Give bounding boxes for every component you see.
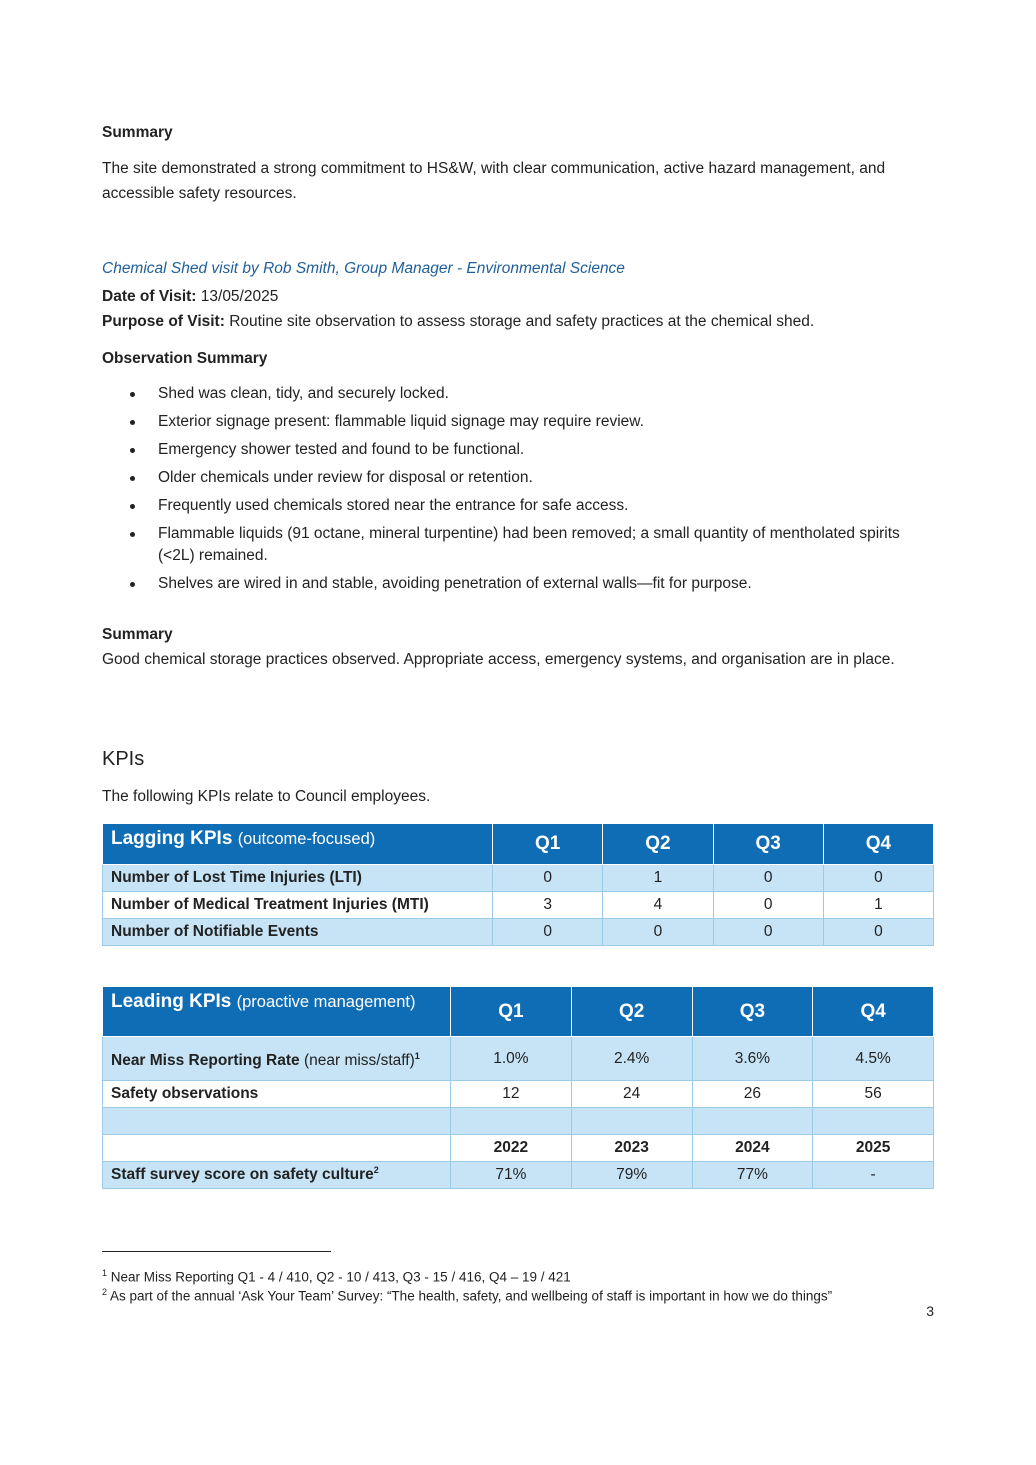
observation-item: Exterior signage present: flammable liquid signage may require review. <box>102 411 934 433</box>
quarter-header: Q3 <box>713 824 823 865</box>
table-cell: 0 <box>603 919 713 946</box>
visit-title: Chemical Shed visit by Rob Smith, Group Manager - Environmental Science <box>102 260 625 277</box>
lagging-title-note: (outcome-focused) <box>237 830 376 848</box>
table-cell: 0 <box>493 865 603 892</box>
table-cell <box>692 1108 813 1135</box>
page-number: 3 <box>926 1303 934 1319</box>
table-cell <box>103 1135 451 1162</box>
table-cell: 0 <box>823 865 933 892</box>
leading-kpi-table <box>102 986 934 1189</box>
leading-title <box>103 987 451 1037</box>
table-cell: 0 <box>713 919 823 946</box>
table-row <box>103 919 934 946</box>
table-cell: 0 <box>713 865 823 892</box>
footnote-text: As part of the annual ‘Ask Your Team’ Survey: “The health, safety, and wellbeing of staff is important in how we do things” <box>110 1288 833 1304</box>
footnote-ref: 2 <box>373 1165 379 1176</box>
kpi-heading: KPIs <box>102 748 145 770</box>
table-cell: 26 <box>692 1081 813 1108</box>
table-row <box>103 1081 934 1108</box>
lagging-title <box>103 824 493 865</box>
table-cell: 0 <box>823 919 933 946</box>
table-cell: 1 <box>603 865 713 892</box>
table-cell: 2.4% <box>571 1037 692 1081</box>
row-label: Number of Medical Treatment Injuries (MTI) <box>103 892 493 919</box>
table-cell: 0 <box>493 919 603 946</box>
footnote-text: Near Miss Reporting Q1 - 4 / 410, Q2 - 10 / 413, Q3 - 15 / 416, Q4 – 19 / 421 <box>110 1269 571 1285</box>
row-label: Safety observations <box>103 1081 451 1108</box>
quarter-header: Q1 <box>493 824 603 865</box>
quarter-header: Q3 <box>692 987 813 1037</box>
table-cell <box>571 1108 692 1135</box>
summary-heading: Summary <box>102 124 173 141</box>
table-cell: 4.5% <box>813 1037 934 1081</box>
near-miss-note: (near miss/staff) <box>303 1052 415 1070</box>
row-label <box>103 1037 451 1081</box>
year-header: 2022 <box>451 1135 572 1162</box>
summary-body: The site demonstrated a strong commitment to HS&W, with clear communication, active hazard management, and accessible safety resources. <box>102 160 886 202</box>
year-header-row <box>103 1135 934 1162</box>
table-cell: 71% <box>451 1162 572 1189</box>
table-cell: - <box>813 1162 934 1189</box>
footnote <box>102 1283 934 1306</box>
table-cell <box>451 1108 572 1135</box>
visit-summary-body: Good chemical storage practices observed. Appropriate access, emergency systems, and organisation are in place. <box>102 651 895 668</box>
visit-purpose-value: Routine site observation to assess storage and safety practices at the chemical shed. <box>229 313 815 330</box>
leading-title-bold: Leading KPIs <box>111 991 232 1012</box>
lagging-title-bold: Lagging KPIs <box>111 828 233 849</box>
table-cell: 1.0% <box>451 1037 572 1081</box>
footnote-separator <box>102 1251 331 1252</box>
table-cell: 4 <box>603 892 713 919</box>
table-cell: 0 <box>713 892 823 919</box>
table-row <box>103 1037 934 1081</box>
quarter-header: Q4 <box>823 824 933 865</box>
year-header: 2024 <box>692 1135 813 1162</box>
table-header-row <box>103 824 934 865</box>
observation-item: Shelves are wired in and stable, avoiding penetration of external walls—fit for purpose. <box>102 573 934 595</box>
row-label: Number of Lost Time Injuries (LTI) <box>103 865 493 892</box>
observation-summary-heading: Observation Summary <box>102 350 268 367</box>
table-cell: 3.6% <box>692 1037 813 1081</box>
visit-purpose <box>102 309 814 334</box>
table-row <box>103 1162 934 1189</box>
footnote-number: 1 <box>102 1268 108 1278</box>
observation-item: Shed was clean, tidy, and securely locked. <box>102 383 934 405</box>
near-miss-label: Near Miss Reporting Rate <box>111 1052 300 1070</box>
visit-purpose-label: Purpose of Visit: <box>102 313 225 330</box>
footnote-number: 2 <box>102 1287 108 1297</box>
table-cell <box>103 1108 451 1135</box>
year-header: 2025 <box>813 1135 934 1162</box>
observation-item: Flammable liquids (91 octane, mineral turpentine) had been removed; a small quantity of mentholated spirits (<2L) remained. <box>102 523 934 567</box>
lagging-kpi-table <box>102 823 934 946</box>
visit-date-label: Date of Visit: <box>102 288 197 305</box>
table-header-row <box>103 987 934 1037</box>
visit-date-value: 13/05/2025 <box>200 288 279 305</box>
table-cell: 56 <box>813 1081 934 1108</box>
observation-item: Older chemicals under review for disposal or retention. <box>102 467 934 489</box>
leading-title-note: (proactive management) <box>236 993 416 1011</box>
table-cell: 24 <box>571 1081 692 1108</box>
observation-item: Emergency shower tested and found to be functional. <box>102 439 934 461</box>
table-row <box>103 865 934 892</box>
quarter-header: Q4 <box>813 987 934 1037</box>
year-header: 2023 <box>571 1135 692 1162</box>
row-label <box>103 1162 451 1189</box>
footnote-ref: 1 <box>414 1050 420 1061</box>
survey-label: Staff survey score on safety culture <box>111 1166 374 1184</box>
quarter-header: Q1 <box>451 987 572 1037</box>
row-label: Number of Notifiable Events <box>103 919 493 946</box>
observation-list <box>102 383 934 601</box>
quarter-header: Q2 <box>603 824 713 865</box>
table-row-empty <box>103 1108 934 1135</box>
table-cell: 77% <box>692 1162 813 1189</box>
table-cell: 3 <box>493 892 603 919</box>
table-row <box>103 892 934 919</box>
table-cell <box>813 1108 934 1135</box>
visit-date <box>102 284 278 309</box>
table-cell: 1 <box>823 892 933 919</box>
table-cell: 79% <box>571 1162 692 1189</box>
table-cell: 12 <box>451 1081 572 1108</box>
visit-summary-heading: Summary <box>102 626 173 643</box>
quarter-header: Q2 <box>571 987 692 1037</box>
observation-item: Frequently used chemicals stored near the entrance for safe access. <box>102 495 934 517</box>
kpi-intro: The following KPIs relate to Council employees. <box>102 788 431 805</box>
